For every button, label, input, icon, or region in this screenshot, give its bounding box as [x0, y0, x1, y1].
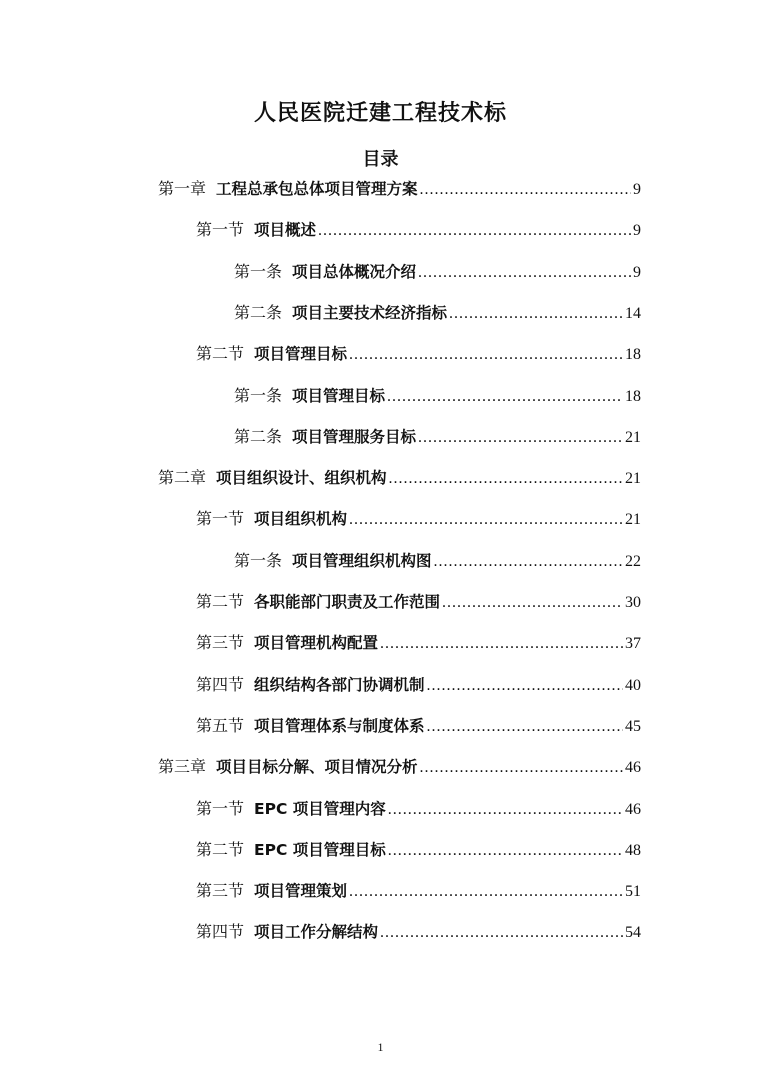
toc-entry-number: 第二条 [234, 302, 283, 322]
toc-entry-page: 37 [625, 635, 641, 653]
toc-entry-title: 项目管理组织机构图 [292, 551, 432, 570]
toc-entry-title: 项目管理服务目标 [292, 427, 417, 446]
page-number: 1 [377, 1040, 384, 1054]
toc-entry-page: 46 [625, 759, 641, 777]
toc-entry-page: 30 [625, 594, 641, 611]
toc-entry-title: 项目目标分解、项目情况分析 [216, 758, 418, 777]
toc-leader-dots [349, 341, 623, 369]
toc-entry-title: 项目工作分解结构 [254, 923, 379, 942]
toc-entry-title: EPC 项目管理内容 [254, 799, 386, 818]
toc-leader-dots [427, 713, 623, 741]
toc-entry[interactable] [234, 382, 641, 410]
toc-entry[interactable] [196, 795, 641, 823]
toc-leader-dots [420, 754, 623, 782]
toc-entry-title: 项目组织设计、组织机构 [216, 469, 387, 488]
toc-entry-page: 9 [633, 222, 641, 240]
toc-leader-dots [387, 383, 623, 411]
toc-entry-title: 各职能部门职责及工作范围 [254, 593, 441, 611]
toc-entry-page: 21 [625, 470, 641, 488]
toc-leader-dots [434, 548, 623, 576]
toc-entry[interactable] [196, 918, 641, 946]
toc-entry-title: 组织结构各部门协调机制 [254, 675, 425, 694]
toc-entry[interactable] [158, 753, 641, 781]
toc-entry-page: 9 [633, 181, 641, 198]
toc-entry-number: 第一节 [196, 220, 245, 240]
toc-leader-dots [389, 465, 623, 493]
toc-entry-page: 21 [625, 428, 641, 446]
toc-entry-page: 18 [625, 346, 641, 364]
toc-entry-page: 22 [625, 552, 641, 570]
toc-entry-page: 51 [625, 883, 641, 901]
toc-leader-dots [449, 300, 623, 328]
toc-leader-dots [380, 630, 623, 658]
toc-leader-dots [420, 176, 631, 204]
toc-entry-number: 第二节 [196, 344, 245, 364]
toc-entry-page: 54 [625, 924, 641, 942]
toc-entry[interactable] [234, 299, 641, 327]
toc-entry-title: 项目管理目标 [292, 386, 386, 405]
toc-entry[interactable] [196, 629, 641, 657]
toc-entry-title: 项目管理目标 [254, 345, 348, 364]
toc-leader-dots [380, 919, 623, 947]
toc-entry-title: 项目组织机构 [254, 510, 348, 529]
toc-leader-dots [427, 672, 623, 700]
document-title: 人民医院迁建工程技术标 [253, 101, 507, 126]
toc-entry-number: 第三章 [158, 757, 207, 777]
toc-entry-number: 第一节 [196, 798, 245, 818]
toc-entry-number: 第一章 [158, 179, 207, 198]
toc-heading: 目录 [362, 149, 399, 170]
toc-entry[interactable] [196, 712, 641, 740]
toc-entry-title: EPC 项目管理目标 [254, 840, 386, 859]
toc-entry[interactable] [196, 836, 641, 864]
toc-leader-dots [318, 217, 631, 245]
toc-entry-page: 21 [625, 511, 641, 529]
toc-entry-number: 第四节 [196, 674, 245, 694]
toc-entry-title: 项目管理机构配置 [254, 634, 379, 653]
toc-entry-number: 第二节 [196, 839, 245, 859]
toc-leader-dots [349, 878, 623, 906]
toc-entry-page: 40 [625, 676, 641, 694]
toc-entry-title: 项目主要技术经济指标 [292, 303, 448, 322]
toc-entry-page: 46 [625, 800, 641, 818]
toc-entry-number: 第三节 [196, 633, 245, 653]
toc-entry-page: 45 [625, 717, 641, 735]
toc-entry[interactable] [158, 464, 641, 492]
toc-entry-number: 第二章 [158, 468, 207, 488]
toc-entry-number: 第一节 [196, 509, 245, 529]
toc-entry-number: 第二节 [196, 592, 245, 611]
toc-entry-number: 第一条 [234, 261, 283, 281]
toc-leader-dots [388, 837, 623, 865]
toc-entry[interactable] [196, 671, 641, 699]
toc-entry[interactable] [234, 547, 641, 575]
toc-entry[interactable] [196, 340, 641, 368]
toc-entry-title: 项目概述 [254, 221, 317, 240]
toc-leader-dots [442, 589, 623, 617]
toc-entry-number: 第一条 [234, 385, 283, 405]
toc-entry-number: 第一条 [234, 550, 283, 570]
toc-leader-dots [418, 259, 631, 287]
toc-leader-dots [349, 506, 623, 534]
toc-entry[interactable] [196, 588, 641, 616]
toc-leader-dots [418, 424, 623, 452]
toc-entry-number: 第五节 [196, 715, 245, 735]
toc-entry-page: 48 [625, 841, 641, 859]
toc-entry-page: 18 [625, 387, 641, 405]
toc-entry[interactable] [196, 505, 641, 533]
toc-entry-title: 项目总体概况介绍 [292, 262, 417, 281]
toc-entry[interactable] [234, 258, 641, 286]
toc-entry-title: 项目管理体系与制度体系 [254, 716, 425, 735]
toc-entry-number: 第三节 [196, 881, 245, 901]
toc-entry-title: 项目管理策划 [254, 882, 348, 901]
toc-entry[interactable] [196, 877, 641, 905]
toc-entry-title: 工程总承包总体项目管理方案 [216, 180, 418, 198]
toc-entry-page: 9 [633, 263, 641, 281]
toc-leader-dots [388, 796, 623, 824]
toc-entry-number: 第二条 [234, 426, 283, 446]
toc-entry-page: 14 [625, 304, 641, 322]
toc-entry-number: 第四节 [196, 922, 245, 942]
toc-entry[interactable] [158, 175, 641, 203]
toc-entry[interactable] [234, 423, 641, 451]
toc-entry[interactable] [196, 216, 641, 244]
